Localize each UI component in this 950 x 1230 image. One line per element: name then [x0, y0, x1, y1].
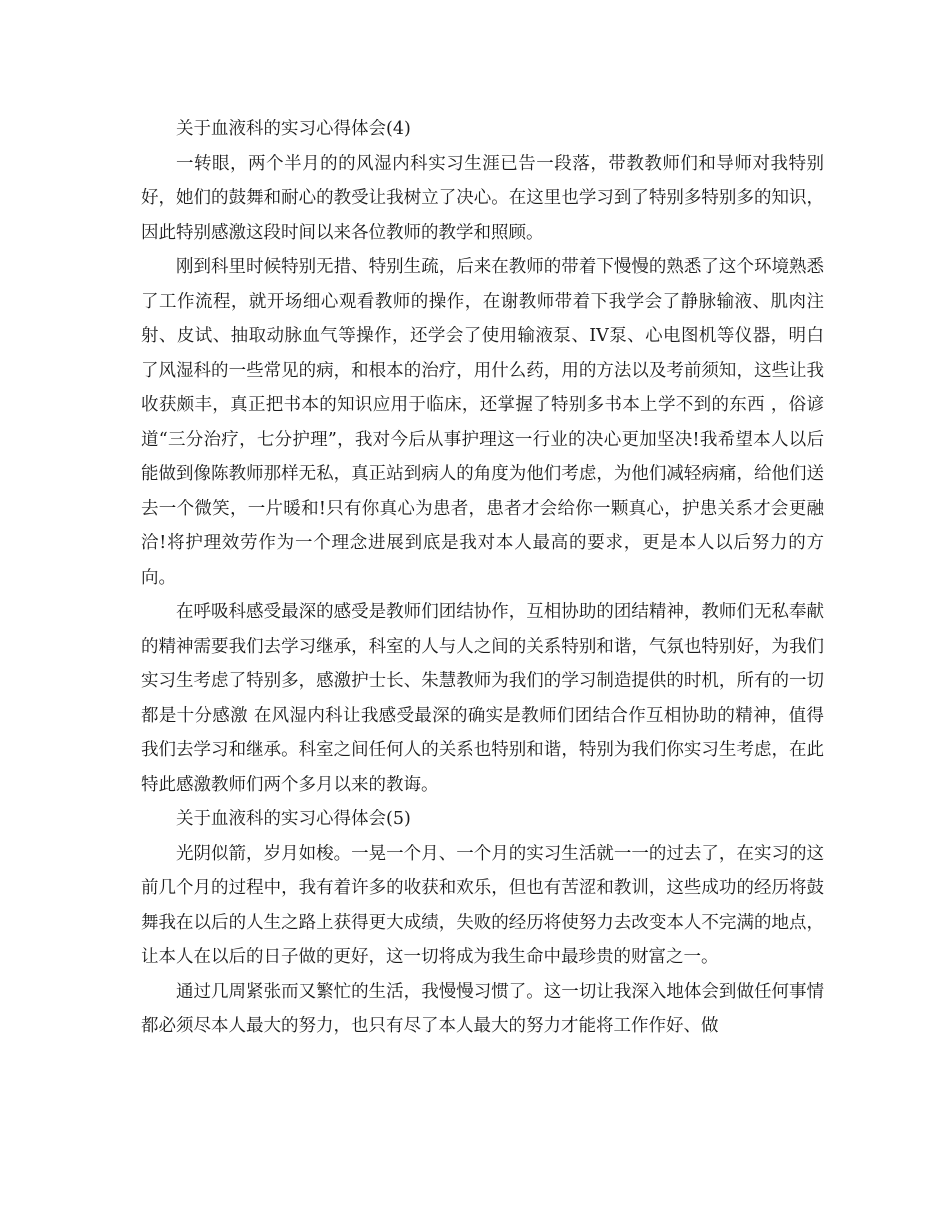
paragraph: 刚到科里时候特别无措、特别生疏，后来在教师的带着下慢慢的熟悉了这个环境熟悉了工作流程，就开场细心观看教师的操作，在谢教师带着下我学会了静脉输液、肌肉注射、皮试、抽取动脉血气等操作，还学会了使用输液泵、IV泵、心电图机等仪器，明白了风湿科的一些常见的病，和根本的治疗，用什么药，用的方法以及考前须知，这些让我收获颇丰，真正把书本的知识应用于临床，还掌握了特别多书本上学不到的东西 ，俗谚道“三分治疗，七分护理”，我对今后从事护理这一行业的决心更加坚决!我希望本人以后能做到像陈教师那样无私，真正站到病人的角度为他们考虑，为他们减轻病痛，给他们送去一个微笑，一片暖和!只有你真心为患者，患者才会给你一颗真心，护患关系才会更融洽!将护理效劳作为一个理念进展到底是我对本人最高的要求，更是本人以后努力的方向。	[141, 257, 824, 588]
section-title: 关于血液科的实习心得体会(5)	[176, 809, 411, 829]
paragraph: 在呼吸科感受最深的感受是教师们团结协作，互相协助的团结精神，教师们无私奉献的精神需要我们去学习继承，科室的人与人之间的关系特别和谐，气氛也特别好，为我们实习生考虑了特别多，感激护士长、朱慧教师为我们的学习制造提供的时机，所有的一切都是十分感激 在风湿内科让我感受最深的确实是教师们团结合作互相协助的精神，值得我们去学习和继承。科室之间任何人的关系也特别和谐，特别为我们你实习生考虑，在此特此感激教师们两个多月以来的教诲。	[141, 602, 824, 795]
section-title: 关于血液科的实习心得体会(4)	[176, 119, 411, 139]
document-page	[141, 112, 824, 1044]
paragraph: 光阴似箭，岁月如梭。一晃一个月、一个月的实习生活就一一的过去了，在实习的这前几个月的过程中，我有着许多的收获和欢乐，但也有苦涩和教训，这些成功的经历将鼓舞我在以后的人生之路上获得更大成绩，失败的经历将使努力去改变本人不完满的地点，让本人在以后的日子做的更好，这一切将成为我生命中最珍贵的财富之一。	[141, 843, 824, 967]
paragraph: 通过几周紧张而又繁忙的生活，我慢慢习惯了。这一切让我深入地体会到做任何事情都必须尽本人最大的努力，也只有尽了本人最大的努力才能将工作作好、做	[141, 981, 824, 1036]
paragraph: 一转眼，两个半月的的风湿内科实习生涯已告一段落，带教教师们和导师对我特别好，她们的鼓舞和耐心的教受让我树立了决心。在这里也学习到了特别多特别多的知识，因此特别感激这段时间以来各位教师的教学和照顾。	[141, 153, 824, 243]
